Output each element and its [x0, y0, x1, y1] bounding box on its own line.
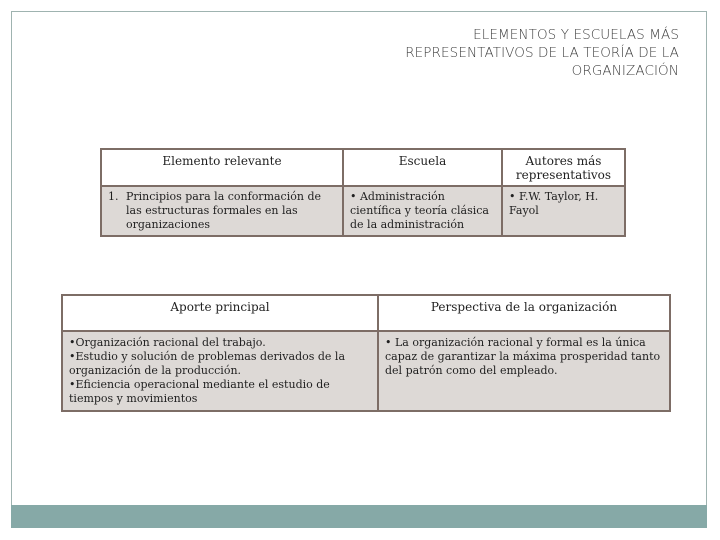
- aporte-item: •Eficiencia operacional mediante el estudio de tiempos y movimientos: [69, 378, 330, 405]
- footer-band: [11, 505, 707, 528]
- header-elemento: [101, 149, 343, 186]
- slide-frame: [11, 11, 707, 528]
- elemento-text: Principios para la conformación de las estructuras formales en las organizaciones: [126, 190, 321, 231]
- autores-text: • F.W. Taylor, H. Fayol: [509, 190, 599, 217]
- slide-title: ELEMENTOS Y ESCUELAS MÁS REPRESENTATIVOS DE LA TEORÍA DE LA ORGANIZACIÓN: [405, 27, 679, 79]
- perspectiva-text: • La organización racional y formal es la única capaz de garantizar la máxima prosperidad tanto del patrón como del empleado.: [385, 336, 661, 377]
- header-perspectiva-label: Perspectiva de la organización: [430, 300, 618, 314]
- header-autores-label: Autores más representativos: [515, 154, 612, 182]
- escuela-text: • Administración científica y teoría clásica de la administración: [350, 190, 489, 231]
- aporte-item: •Estudio y solución de problemas derivados de la organización de la producción.: [69, 350, 346, 377]
- header-autores: [502, 149, 625, 186]
- cell-aporte: [62, 331, 378, 411]
- header-aporte-label: Aporte principal: [170, 300, 270, 314]
- header-aporte: [62, 295, 378, 331]
- header-escuela: [343, 149, 502, 186]
- header-escuela-label: Escuela: [398, 154, 447, 168]
- header-perspectiva: [378, 295, 670, 331]
- list-number: 1.: [108, 190, 119, 203]
- contributions-table: [61, 294, 671, 412]
- header-elemento-label: Elemento relevante: [162, 154, 282, 168]
- cell-elemento: [101, 186, 343, 236]
- schools-table: [100, 148, 626, 237]
- aporte-item: •Organización racional del trabajo.: [69, 336, 266, 349]
- cell-perspectiva: [378, 331, 670, 411]
- cell-autores: [502, 186, 625, 236]
- cell-escuela: [343, 186, 502, 236]
